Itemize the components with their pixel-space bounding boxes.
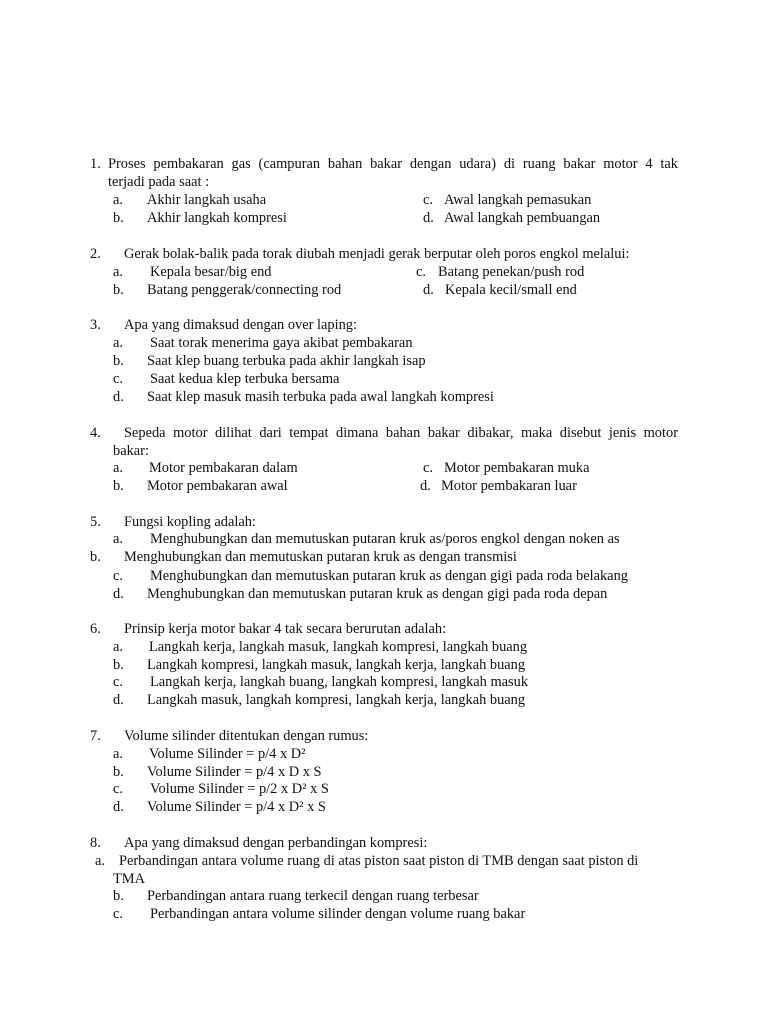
option-text: Saat kedua klep terbuka bersama bbox=[150, 371, 340, 387]
option-text: Langkah kerja, langkah buang, langkah kompresi, langkah masuk bbox=[150, 674, 529, 690]
option-text: Kepala kecil/small end bbox=[445, 282, 577, 298]
option-text: Saat klep buang terbuka pada akhir langkah isap bbox=[147, 353, 426, 369]
option-letter: a. bbox=[113, 192, 123, 208]
option-letter: d. bbox=[423, 282, 434, 298]
option-text: Batang penggerak/connecting rod bbox=[147, 282, 342, 298]
option-text: Motor pembakaran muka bbox=[444, 460, 590, 476]
option-letter: b. bbox=[113, 282, 124, 298]
question-text: Fungsi kopling adalah: bbox=[124, 514, 256, 530]
option-letter: d. bbox=[113, 692, 124, 708]
option-text: Perbandingan antara volume silinder dengan volume ruang bakar bbox=[150, 906, 526, 922]
option-letter: b. bbox=[90, 549, 101, 565]
option-text: Akhir langkah kompresi bbox=[147, 210, 287, 226]
option-letter: b. bbox=[113, 353, 124, 369]
option-letter: d. bbox=[113, 389, 124, 405]
question-text: Proses pembakaran gas (campuran bahan bakar dengan udara) di ruang bakar motor 4 tak bbox=[108, 156, 678, 172]
option-letter: c. bbox=[113, 568, 123, 584]
option-letter: b. bbox=[113, 657, 124, 673]
option-text: Awal langkah pembuangan bbox=[444, 210, 601, 226]
question-text: Sepeda motor dilihat dari tempat dimana bahan bakar dibakar, maka disebut jenis motor bbox=[124, 425, 678, 441]
option-text: Volume Silinder = p/2 x D² x S bbox=[150, 781, 329, 797]
option-letter: c. bbox=[416, 264, 426, 280]
option-text: Awal langkah pemasukan bbox=[444, 192, 592, 208]
option-text: Volume Silinder = p/4 x D² x S bbox=[147, 799, 326, 815]
option-text: Kepala besar/big end bbox=[150, 264, 272, 280]
option-text: Volume Silinder = p/4 x D x S bbox=[147, 764, 322, 780]
question-number: 8. bbox=[90, 835, 101, 851]
question-text: Volume silinder ditentukan dengan rumus: bbox=[124, 728, 369, 744]
question-number: 7. bbox=[90, 728, 101, 744]
option-text: Akhir langkah usaha bbox=[147, 192, 267, 208]
option-text-cont: TMA bbox=[113, 871, 145, 887]
option-letter: d. bbox=[113, 586, 124, 602]
option-text: Saat klep masuk masih terbuka pada awal langkah kompresi bbox=[147, 389, 494, 405]
question-text: Apa yang dimaksud dengan over laping: bbox=[124, 317, 357, 333]
option-text: Batang penekan/push rod bbox=[438, 264, 585, 280]
option-text: Menghubungkan dan memutuskan putaran kruk as dengan transmisi bbox=[124, 549, 517, 565]
question-number: 1. bbox=[90, 156, 101, 172]
option-letter: a. bbox=[113, 335, 123, 351]
option-text: Saat torak menerima gaya akibat pembakaran bbox=[150, 335, 413, 351]
question-number: 5. bbox=[90, 514, 101, 530]
option-letter: a. bbox=[113, 746, 123, 762]
option-text: Menghubungkan dan memutuskan putaran kruk as dengan gigi pada roda depan bbox=[147, 586, 608, 602]
option-text: Motor pembakaran luar bbox=[441, 478, 577, 494]
option-text: Menghubungkan dan memutuskan putaran kruk as dengan gigi pada roda belakang bbox=[150, 568, 628, 584]
question-text-cont: terjadi pada saat : bbox=[108, 174, 210, 190]
option-letter: a. bbox=[95, 853, 105, 869]
question-number: 2. bbox=[90, 246, 101, 262]
question-text: Gerak bolak-balik pada torak diubah menjadi gerak berputar oleh poros engkol melalui: bbox=[124, 246, 630, 262]
option-letter: c. bbox=[113, 371, 123, 387]
option-letter: a. bbox=[113, 531, 123, 547]
option-text: Langkah kerja, langkah masuk, langkah kompresi, langkah buang bbox=[149, 639, 528, 655]
option-letter: b. bbox=[113, 888, 124, 904]
option-letter: b. bbox=[113, 478, 124, 494]
option-text: Menghubungkan dan memutuskan putaran kruk as/poros engkol dengan noken as bbox=[150, 531, 620, 547]
question-number: 3. bbox=[90, 317, 101, 333]
option-letter: a. bbox=[113, 639, 123, 655]
option-letter: b. bbox=[113, 210, 124, 226]
option-letter: c. bbox=[113, 674, 123, 690]
option-text: Motor pembakaran dalam bbox=[149, 460, 298, 476]
option-text: Langkah masuk, langkah kompresi, langkah kerja, langkah buang bbox=[147, 692, 526, 708]
option-letter: d. bbox=[113, 799, 124, 815]
option-letter: b. bbox=[113, 764, 124, 780]
option-text: Perbandingan antara ruang terkecil dengan ruang terbesar bbox=[147, 888, 479, 904]
option-letter: d. bbox=[423, 210, 434, 226]
option-text: Motor pembakaran awal bbox=[147, 478, 288, 494]
option-letter: d. bbox=[420, 478, 431, 494]
option-letter: a. bbox=[113, 264, 123, 280]
option-letter: c. bbox=[113, 906, 123, 922]
option-text: Perbandingan antara volume ruang di atas piston saat piston di TMB dengan saat piston di bbox=[119, 853, 639, 869]
option-text: Volume Silinder = p/4 x D² bbox=[149, 746, 306, 762]
question-text: Apa yang dimaksud dengan perbandingan kompresi: bbox=[124, 835, 428, 851]
option-letter: c. bbox=[423, 192, 433, 208]
question-number: 6. bbox=[90, 621, 101, 637]
question-text: Prinsip kerja motor bakar 4 tak secara berurutan adalah: bbox=[124, 621, 447, 637]
question-text-cont: bakar: bbox=[113, 443, 149, 459]
option-letter: c. bbox=[423, 460, 433, 476]
question-number: 4. bbox=[90, 425, 101, 441]
option-text: Langkah kompresi, langkah masuk, langkah kerja, langkah buang bbox=[147, 657, 526, 673]
option-letter: c. bbox=[113, 781, 123, 797]
option-letter: a. bbox=[113, 460, 123, 476]
